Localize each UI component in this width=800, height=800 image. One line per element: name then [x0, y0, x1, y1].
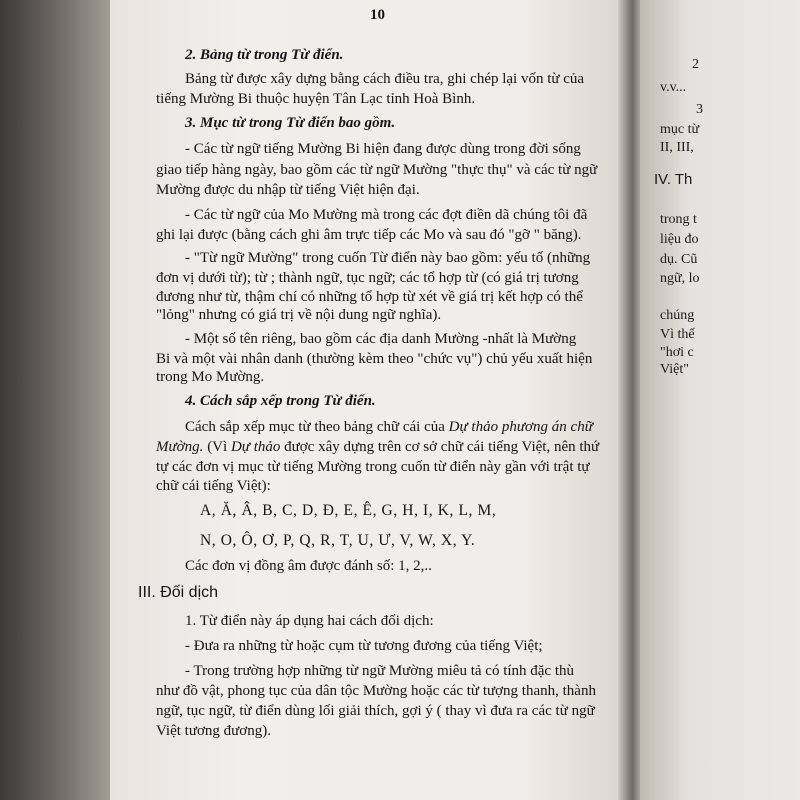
paragraph-line: [185, 418, 593, 436]
paragraph-line: ngữ, tục ngữ, từ điển dùng lối giải thích, gợi ý ( thay vì đưa ra các từ ngữ: [156, 703, 595, 719]
paragraph-line: ghi lại được (bằng cách ghi âm trực tiếp các Mo và sau đó "gỡ " băng).: [156, 227, 582, 243]
right-page-fragment: v.v...: [660, 80, 687, 95]
paragraph-line: Việt tương đương).: [156, 723, 271, 739]
main-page: [110, 0, 625, 800]
paragraph-line: Các đơn vị đồng âm được đánh số: 1, 2,..: [185, 558, 432, 574]
paragraph-line: - Các từ ngữ của Mo Mường mà trong các đợt điền dã chúng tôi đã: [185, 207, 588, 223]
right-page-fragment: 2: [692, 57, 699, 72]
right-page-fragment: chúng: [660, 308, 695, 323]
right-page-fragment: "hơi c: [660, 345, 694, 360]
right-page-fragment: ngữ, lo: [660, 271, 700, 286]
right-page-fragment: 3: [696, 102, 703, 117]
text-span: được xây dựng trên cơ sở chữ cái tiếng Việt, nên thứ: [280, 439, 600, 455]
right-page-fragment: mục từ: [660, 122, 700, 137]
draft-title-italic: Dự thảo phương án chữ: [448, 419, 593, 435]
paragraph-line: 1. Từ điển này áp dụng hai cách đối dịch:: [185, 613, 434, 629]
paragraph-line: Bi và một vài nhân danh (thường kèm theo "chức vụ") chủ yếu xuất hiện: [156, 351, 593, 367]
paragraph-line: như đồ vật, phong tục của dân tộc Mường hoặc các từ tượng thanh, thành: [156, 683, 596, 699]
paragraph-line: giao tiếp hàng ngày, bao gồm các từ ngữ Mường "thực thụ" và các từ ngữ: [156, 162, 598, 178]
text-span: (Vì: [203, 439, 231, 455]
section-2-heading: 2. Bảng từ trong Từ điển.: [185, 47, 344, 63]
page-number: 10: [370, 7, 385, 23]
paragraph-line: chữ cái tiếng Việt):: [156, 478, 271, 494]
section-iii-heading: III. Đối dịch: [138, 584, 219, 601]
right-page-fragment: liệu đo: [660, 232, 699, 247]
right-page-fragment: Việt": [660, 362, 689, 377]
book-gutter: [618, 0, 642, 800]
paragraph-line: - Trong trường hợp những từ ngữ Mường miêu tả có tính đặc thù: [185, 663, 575, 679]
paragraph-line: - Đưa ra những từ hoặc cụm từ tương đương của tiếng Việt;: [185, 638, 543, 654]
right-page-section-heading: IV. Th: [654, 171, 693, 188]
paragraph-line: đơn vị dưới từ); từ ; thành ngữ, tục ngữ; các tổ hợp từ (có giá trị tương: [156, 270, 579, 286]
paragraph-line: [156, 438, 599, 456]
section-3-heading: 3. Mục từ trong Từ điển bao gồm.: [185, 115, 396, 131]
paragraph-line: "lỏng" nhưng có giá trị về nội dung ngữ nghĩa).: [156, 307, 442, 323]
paragraph-line: Bảng từ được xây dựng bằng cách điều tra, ghi chép lại vốn từ của: [185, 71, 585, 87]
right-page-fragment: II, III,: [660, 140, 694, 155]
draft-title-italic: Dự thảo: [230, 439, 281, 455]
alphabet-line: N, O, Ô, Ơ, P, Q, R, T, U, Ư, V, W, X, Y.: [200, 532, 476, 549]
book-left-edge: [0, 0, 118, 800]
text-span: Cách sắp xếp mục từ theo bảng chữ cái của: [185, 419, 449, 435]
paragraph-line: - Các từ ngữ tiếng Mường Bi hiện đang được dùng trong đời sống: [185, 141, 581, 157]
paragraph-line: trong Mo Mường.: [156, 369, 265, 385]
right-page-fragment: Vì thế: [660, 327, 695, 342]
section-4-heading: 4. Cách sắp xếp trong Từ điển.: [185, 393, 376, 409]
paragraph-line: tự các đơn vị mục từ tiếng Mường trong cuốn từ điển này gần với trật tự: [156, 459, 590, 475]
right-page: [640, 0, 800, 800]
paragraph-line: đương như từ, thậm chí có những tổ hợp từ xét về giá trị kết hợp có thể: [156, 289, 583, 305]
paragraph-line: - Một số tên riêng, bao gồm các địa danh Mường -nhất là Mường: [185, 331, 577, 347]
paragraph-line: Mường được du nhập từ tiếng Việt hiện đại.: [156, 182, 420, 198]
right-page-fragment: dụ. Cũ: [660, 252, 698, 267]
paragraph-line: tiếng Mường Bi thuộc huyện Tân Lạc tỉnh Hoà Bình.: [156, 91, 476, 107]
draft-title-italic: Mường.: [156, 439, 204, 455]
right-page-fragment: trong t: [660, 212, 697, 227]
paragraph-line: - "Từ ngữ Mường" trong cuốn Từ điển này bao gồm: yếu tố (những: [185, 250, 591, 266]
alphabet-line: A, Ă, Â, B, C, D, Đ, E, Ê, G, H, I, K, L, M,: [200, 502, 497, 519]
